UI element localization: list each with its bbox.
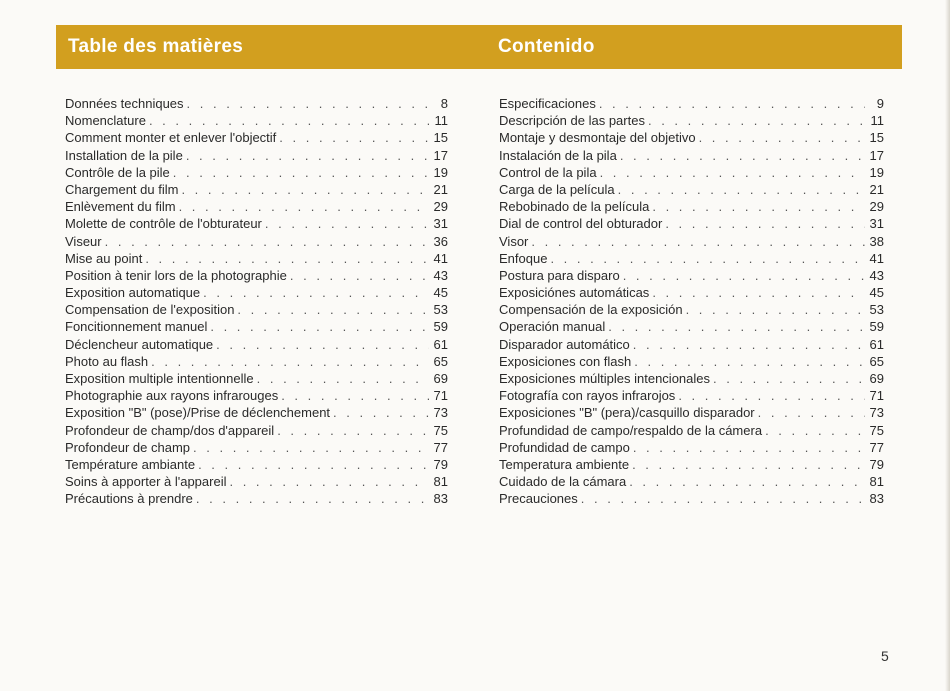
dot-leader xyxy=(758,404,865,421)
toc-entry-title: Descripción de las partes xyxy=(499,113,645,129)
toc-entry xyxy=(499,439,884,456)
toc-entry-page: 65 xyxy=(869,353,884,369)
toc-entry-page: 71 xyxy=(869,388,884,404)
toc-entry-title: Viseur xyxy=(65,233,102,249)
toc-entry xyxy=(499,181,884,198)
toc-entry-page: 81 xyxy=(433,474,448,490)
toc-entry-title: Exposiciones "B" (pera)/casquillo disparador xyxy=(499,405,755,421)
toc-entry xyxy=(65,233,448,250)
toc-entry xyxy=(65,439,448,456)
dot-leader xyxy=(633,439,865,456)
dot-leader xyxy=(550,250,865,267)
dot-leader xyxy=(149,112,429,129)
toc-entry xyxy=(65,370,448,387)
dot-leader xyxy=(279,129,429,146)
toc-entry xyxy=(499,267,884,284)
toc-entry-title: Fotografía con rayos infrarojos xyxy=(499,388,676,404)
dot-leader xyxy=(765,422,865,439)
toc-entry-page: 71 xyxy=(433,388,448,404)
toc-entry-page: 53 xyxy=(869,302,884,318)
toc-entry-title: Mise au point xyxy=(65,250,143,266)
toc-entry-title: Visor xyxy=(499,233,529,249)
toc-entry-page: 73 xyxy=(869,405,884,421)
dot-leader xyxy=(210,318,429,335)
toc-entry xyxy=(65,456,448,473)
toc-entry-page: 21 xyxy=(433,181,448,197)
dot-leader xyxy=(105,233,429,250)
toc-entry-title: Exposiciónes automáticas xyxy=(499,285,650,301)
toc-entry-title: Postura para disparo xyxy=(499,267,620,283)
toc-entry-title: Operación manual xyxy=(499,319,606,335)
toc-entry xyxy=(499,250,884,267)
toc-entry-page: 31 xyxy=(433,216,448,232)
toc-entry-page: 19 xyxy=(433,164,448,180)
toc-entry-title: Nomenclature xyxy=(65,113,146,129)
toc-entry-page: 79 xyxy=(433,456,448,472)
toc-entry-page: 19 xyxy=(869,164,884,180)
toc-entry xyxy=(499,95,884,112)
toc-entry-page: 61 xyxy=(869,336,884,352)
toc-entry-title: Disparador automático xyxy=(499,336,630,352)
toc-entry xyxy=(499,473,884,490)
dot-leader xyxy=(699,129,865,146)
toc-entry xyxy=(499,215,884,232)
toc-entry-page: 11 xyxy=(434,113,448,129)
toc-entry xyxy=(499,198,884,215)
spanish-heading: Contenido xyxy=(498,36,595,57)
toc-entry-page: 77 xyxy=(869,439,884,455)
toc-entry-title: Enfoque xyxy=(499,250,548,266)
toc-entry-page: 65 xyxy=(433,353,448,369)
toc-entry-title: Chargement du film xyxy=(65,181,179,197)
dot-leader xyxy=(531,233,865,250)
dot-leader xyxy=(629,473,865,490)
dot-leader xyxy=(608,318,865,335)
dot-leader xyxy=(620,147,865,164)
toc-entry-title: Montaje y desmontaje del objetivo xyxy=(499,130,696,146)
dot-leader xyxy=(198,456,429,473)
toc-entry xyxy=(499,404,884,421)
toc-entry-title: Rebobinado de la película xyxy=(499,199,650,215)
dot-leader xyxy=(678,387,865,404)
toc-entry-page: 17 xyxy=(869,147,884,163)
toc-entry-title: Photographie aux rayons infrarouges xyxy=(65,388,279,404)
toc-entry-title: Exposiciones múltiples intencionales xyxy=(499,371,711,386)
toc-entry-title: Déclencheur automatique xyxy=(65,336,214,352)
toc-entry-page: 21 xyxy=(869,181,884,197)
toc-entry-title: Profondeur de champ xyxy=(65,439,191,455)
page-number: 5 xyxy=(881,648,889,664)
toc-entry xyxy=(499,129,884,146)
toc-entry xyxy=(499,353,884,370)
page-edge-shadow xyxy=(945,0,950,691)
toc-entry-title: Profundidad de campo xyxy=(499,439,630,455)
french-toc-list xyxy=(65,95,448,508)
toc-entry-page: 29 xyxy=(433,199,448,215)
toc-entry-title: Température ambiante xyxy=(65,456,196,472)
french-heading: Table des matières xyxy=(68,36,244,57)
toc-entry xyxy=(65,336,448,353)
toc-entry xyxy=(65,147,448,164)
toc-entry-title: Soins à apporter à l'appareil xyxy=(65,474,227,490)
toc-entry xyxy=(65,164,448,181)
spanish-toc-list xyxy=(499,95,884,508)
dot-leader xyxy=(187,95,429,112)
toc-entry-title: Cuidado de la cámara xyxy=(499,474,627,490)
toc-entry-page: 9 xyxy=(876,96,884,111)
toc-entry-page: 31 xyxy=(869,216,884,232)
toc-entry-title: Enlèvement du film xyxy=(65,199,176,215)
dot-leader xyxy=(634,353,865,370)
toc-entry xyxy=(499,233,884,250)
toc-entry xyxy=(65,353,448,370)
dot-leader xyxy=(196,490,429,507)
toc-entry-page: 73 xyxy=(433,405,448,421)
toc-entry-title: Control de la pila xyxy=(499,164,597,180)
toc-entry-page: 15 xyxy=(433,130,448,146)
dot-leader xyxy=(648,112,865,129)
toc-entry-title: Données techniques xyxy=(65,96,184,111)
toc-entry xyxy=(499,336,884,353)
header-banner xyxy=(56,25,902,69)
toc-entry xyxy=(65,301,448,318)
dot-leader xyxy=(623,267,865,284)
toc-entry xyxy=(65,318,448,335)
toc-entry xyxy=(65,181,448,198)
dot-leader xyxy=(151,353,429,370)
toc-entry-page: 81 xyxy=(869,474,884,490)
toc-entry xyxy=(499,318,884,335)
toc-entry-title: Foncitionnement manuel xyxy=(65,319,208,335)
toc-entry-title: Position à tenir lors de la photographie xyxy=(65,267,287,283)
toc-entry-page: 41 xyxy=(433,250,448,266)
toc-entry xyxy=(65,112,448,129)
toc-entry-page: 83 xyxy=(869,491,884,507)
dot-leader xyxy=(652,198,865,215)
toc-entry-page: 59 xyxy=(869,319,884,335)
toc-entry-title: Profondeur de champ/dos d'appareil xyxy=(65,422,275,438)
dot-leader xyxy=(203,284,429,301)
toc-entry xyxy=(65,267,448,284)
toc-entry-title: Précautions à prendre xyxy=(65,491,193,507)
toc-entry-page: 45 xyxy=(869,285,884,301)
toc-entry-page: 43 xyxy=(869,267,884,283)
toc-entry-page: 59 xyxy=(433,319,448,335)
toc-entry xyxy=(65,198,448,215)
toc-entry-page: 45 xyxy=(433,285,448,301)
toc-entry xyxy=(65,404,448,421)
toc-entry-title: Precauciones xyxy=(499,491,578,507)
dot-leader xyxy=(713,370,865,387)
toc-entry xyxy=(499,301,884,318)
toc-entry xyxy=(499,456,884,473)
toc-entry-page: 11 xyxy=(870,113,884,129)
toc-entry-title: Exposiciones con flash xyxy=(499,353,632,369)
dot-leader xyxy=(581,490,865,507)
toc-entry xyxy=(499,147,884,164)
toc-entry-title: Instalación de la pila xyxy=(499,147,617,163)
toc-entry-title: Molette de contrôle de l'obturateur xyxy=(65,216,262,232)
dot-leader xyxy=(333,404,429,421)
toc-entry-page: 38 xyxy=(869,233,884,249)
toc-entry-title: Compensación de la exposición xyxy=(499,302,683,318)
dot-leader xyxy=(145,250,429,267)
dot-leader xyxy=(277,422,429,439)
toc-entry-page: 36 xyxy=(433,233,448,249)
toc-entry-title: Exposition "B" (pose)/Prise de déclenchement xyxy=(65,405,331,421)
toc-entry xyxy=(499,370,884,387)
toc-entry xyxy=(65,490,448,507)
dot-leader xyxy=(290,267,429,284)
dot-leader xyxy=(281,387,429,404)
dot-leader xyxy=(179,198,429,215)
toc-entry-page: 61 xyxy=(433,336,448,352)
dot-leader xyxy=(599,95,865,112)
toc-entry xyxy=(499,422,884,439)
toc-entry xyxy=(499,112,884,129)
dot-leader xyxy=(237,301,429,318)
toc-entry xyxy=(499,164,884,181)
toc-entry xyxy=(65,473,448,490)
toc-entry-page: 75 xyxy=(869,422,884,438)
dot-leader xyxy=(257,370,429,387)
toc-entry-page: 17 xyxy=(433,147,448,163)
dot-leader xyxy=(652,284,865,301)
dot-leader xyxy=(600,164,865,181)
toc-entry xyxy=(65,129,448,146)
dot-leader xyxy=(193,439,429,456)
toc-entry xyxy=(65,215,448,232)
dot-leader xyxy=(173,164,429,181)
toc-entry-title: Compensation de l'exposition xyxy=(65,302,235,318)
toc-entry xyxy=(65,95,448,112)
toc-entry-title: Installation de la pile xyxy=(65,147,183,163)
toc-entry xyxy=(65,284,448,301)
toc-entry-page: 69 xyxy=(433,371,448,386)
dot-leader xyxy=(186,147,429,164)
toc-entry-title: Exposition multiple intentionnelle xyxy=(65,371,254,386)
toc-entry xyxy=(499,490,884,507)
toc-entry-title: Profundidad de campo/respaldo de la cámera xyxy=(499,422,763,438)
toc-entry-page: 83 xyxy=(433,491,448,507)
toc-entry xyxy=(499,387,884,404)
toc-entry-title: Photo au flash xyxy=(65,353,149,369)
dot-leader xyxy=(618,181,865,198)
toc-entry-page: 43 xyxy=(433,267,448,283)
toc-entry-title: Temperatura ambiente xyxy=(499,456,630,472)
toc-entry-page: 77 xyxy=(433,439,448,455)
toc-entry xyxy=(499,284,884,301)
dot-leader xyxy=(181,181,429,198)
toc-entry-title: Comment monter et enlever l'objectif xyxy=(65,130,277,146)
dot-leader xyxy=(229,473,429,490)
toc-entry-title: Exposition automatique xyxy=(65,285,201,301)
toc-entry-page: 29 xyxy=(869,199,884,215)
dot-leader xyxy=(265,215,429,232)
toc-entry xyxy=(65,422,448,439)
dot-leader xyxy=(632,456,865,473)
toc-entry-page: 53 xyxy=(433,302,448,318)
toc-entry-page: 41 xyxy=(869,250,884,266)
toc-entry-title: Carga de la película xyxy=(499,181,615,197)
toc-entry xyxy=(65,387,448,404)
dot-leader xyxy=(665,215,865,232)
toc-entry xyxy=(65,250,448,267)
toc-entry-page: 75 xyxy=(433,422,448,438)
toc-entry-page: 79 xyxy=(869,456,884,472)
dot-leader xyxy=(216,336,429,353)
toc-entry-page: 15 xyxy=(869,130,884,146)
toc-entry-title: Contrôle de la pile xyxy=(65,164,170,180)
dot-leader xyxy=(633,336,865,353)
toc-entry-title: Dial de control del obturador xyxy=(499,216,663,232)
toc-entry-page: 8 xyxy=(440,96,448,111)
toc-entry-page: 69 xyxy=(869,371,884,386)
toc-entry-title: Especificaciones xyxy=(499,96,596,111)
dot-leader xyxy=(686,301,865,318)
